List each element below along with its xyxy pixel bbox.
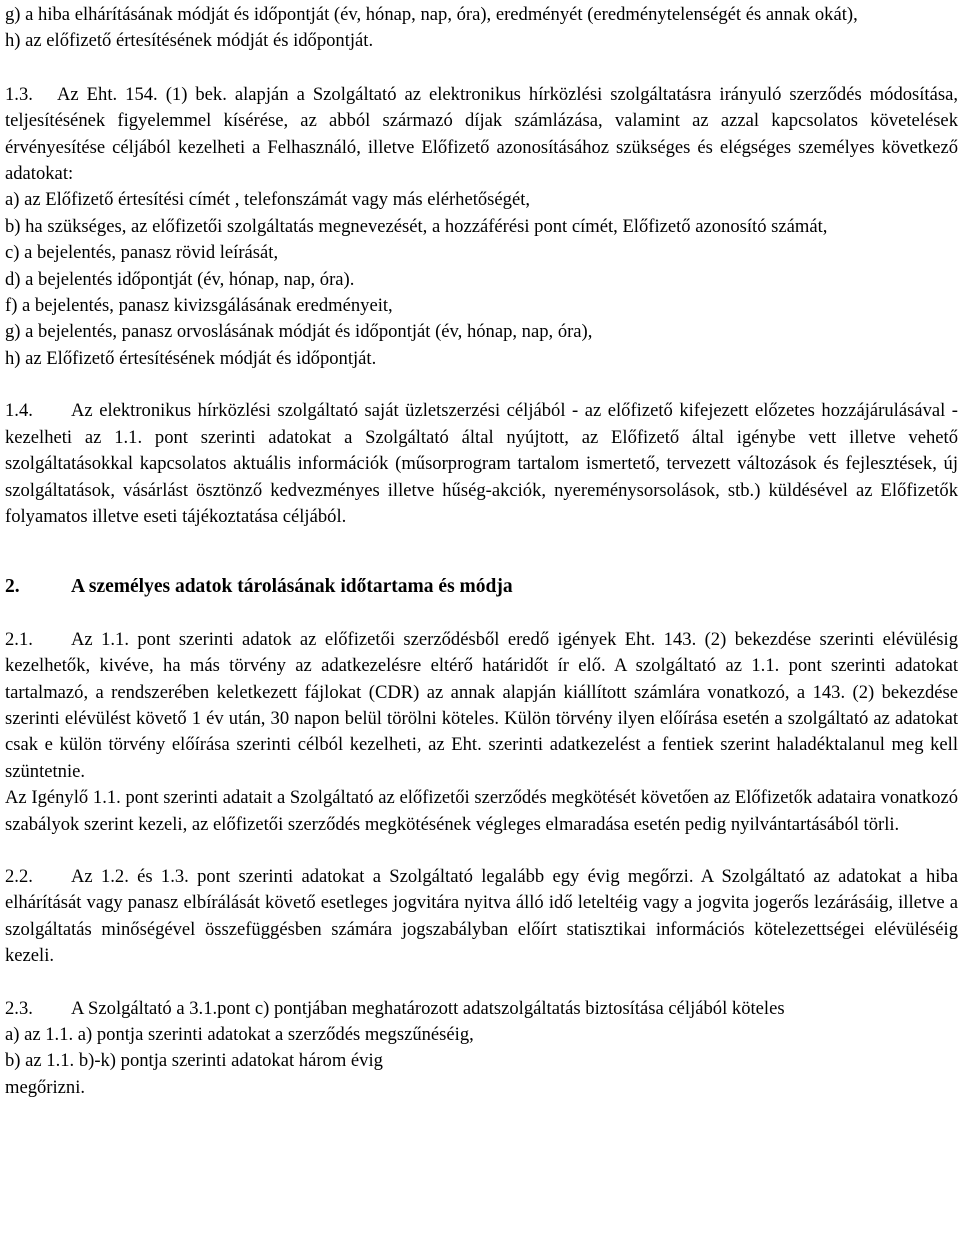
section-text: Az Eht. 154. (1) bek. alapján a Szolgáltató az elektronikus hírközlési szolgáltatásra irányuló szerződés módosítása, teljesítésének figyelemmel kísérése, az abból származó díjak számlázása, valamint az azzal kapcsolatos követelések érvényesítése céljából kezelheti a Felhasználó, illetve Előfizető azonosításához szükséges és elégséges személyes következő adatokat: <box>5 83 958 185</box>
page-heading <box>5 574 958 600</box>
list-item: a) az Előfizető értesítési címét , telefonszámát vagy más elérhetőségét, <box>5 189 531 211</box>
section-text: A Szolgáltató a 3.1.pont c) pontjában meghatározott adatszolgáltatás biztosítása céljából köteles <box>71 997 785 1019</box>
section-2-1-text <box>5 627 958 785</box>
list-item: h) az előfizető értesítésének módját és időpontját. <box>5 30 374 52</box>
section-text: Az elektronikus hírközlési szolgáltató saját üzletszerzési céljából - az előfizető kifejezett előzetes hozzájárulásával - kezelheti az 1.1. pont szerinti adatokat a Szolgáltató által nyújtott, az Előfizető által igénybe vett illetve vehető szolgáltatásokkal kapcsolatos aktuális információk (műsorprogram tartalom ismertető, tervezett változások és fejlesztések, új szolgáltatások, vásárlást ösztönző kedvezményes illetve hűség-akciók, nyereménysorsolások, stb.) küldésével az Előfizetők folyamatos illetve eseti tájékoztatása céljából. <box>5 400 958 527</box>
section-number: 2.2. <box>5 865 33 887</box>
heading-title: A személyes adatok tárolásának időtartama és módja <box>71 576 513 598</box>
list-item: b) ha szükséges, az előfizetői szolgáltatás megnevezését, a hozzáférési pont címét, Előfizető azonosító számát, <box>5 215 828 237</box>
block-g-h <box>5 0 958 55</box>
section-2-3 <box>5 996 958 1102</box>
section-number: 2.1. <box>5 628 33 650</box>
spacer <box>5 970 958 996</box>
list-item: g) a bejelentés, panasz orvoslásának módját és időpontját (év, hónap, nap, óra), <box>5 321 593 343</box>
section-number: 2.3. <box>5 997 33 1019</box>
section-text: Az 1.2. és 1.3. pont szerinti adatokat a Szolgáltató legalább egy évig megőrzi. A Szolgáltató az adatokat a hiba elhárítását vagy panasz elbírálását követő esetleges jogvitára nyitva álló idő leteltéig vagy a jogvita jogerős lezárásáig, illetve a szolgáltatás minőségével összefüggésben számára jogszabályban előírt statisztikai információs kötelezettségei elévüléséig kezeli. <box>5 865 958 967</box>
spacer <box>5 838 958 864</box>
list-item: b) az 1.1. b)-k) pontja szerinti adatokat három évig <box>5 1050 383 1072</box>
list-item: megőrizni. <box>5 1076 86 1098</box>
section-2-3-text <box>5 996 958 1022</box>
section-2-heading <box>5 574 958 600</box>
list-item: c) a bejelentés, panasz rövid leírását, <box>5 242 279 264</box>
list-item: h) az Előfizető értesítésének módját és időpontját. <box>5 347 377 369</box>
section-number: 1.4. <box>5 400 33 422</box>
spacer <box>5 601 958 627</box>
section-1-4-text <box>5 398 958 530</box>
spacer <box>5 372 958 398</box>
spacer <box>5 55 958 82</box>
section-2-1 <box>5 627 958 838</box>
section-number: 1.3. <box>5 83 33 105</box>
section-1-3 <box>5 82 958 372</box>
list-item: d) a bejelentés időpontját (év, hónap, nap, óra). <box>5 268 355 290</box>
section-1-4 <box>5 398 958 530</box>
section-1-3-intro <box>5 82 958 188</box>
section-2-2 <box>5 864 958 970</box>
list-item: g) a hiba elhárításának módját és időpontját (év, hónap, nap, óra), eredményét (eredménytelenségét és annak okát), <box>5 4 858 25</box>
section-2-2-text <box>5 864 958 970</box>
spacer <box>5 530 958 574</box>
list-item: a) az 1.1. a) pontja szerinti adatokat a szerződés megszűnéséig, <box>5 1024 474 1045</box>
section-text: Az 1.1. pont szerinti adatok az előfizetői szerződésből eredő igények Eht. 143. (2) bekezdése szerinti elévülésig kezelhetők, kivéve, ha más törvény az adatkezelésre eltérő határidőt ír elő. A szolgáltató az 1.1. pont szerinti adatokat tartalmazó, a rendszerében keletkezett fájlokat (CDR) az annak alapján kiállított számlára vonatkozó, a 143. (2) bekezdése szerinti elévülést követő 1 év után, 30 napon belül törölni köteles. Külön törvény ilyen előírása esetén a szolgáltató az adatokat csak e külön törvény előírása szerinti célból kezelheti, az Eht. szerinti adatkezelést a fentiek szerint haladéktalanul meg kell szüntetnie. <box>5 628 958 782</box>
section-2-1-text2: Az Igénylő 1.1. pont szerinti adatait a Szolgáltató az előfizetői szerződés megkötését követően az Előfizetők adataira vonatkozó szabályok szerint kezeli, az előfizetői szerződés megkötésének végleges elmaradása esetén pedig nyilvántartásából törli. <box>5 787 958 835</box>
document-page <box>5 0 958 1101</box>
section-number: 2. <box>5 576 20 598</box>
list-item: f) a bejelentés, panasz kivizsgálásának eredményeit, <box>5 295 393 317</box>
